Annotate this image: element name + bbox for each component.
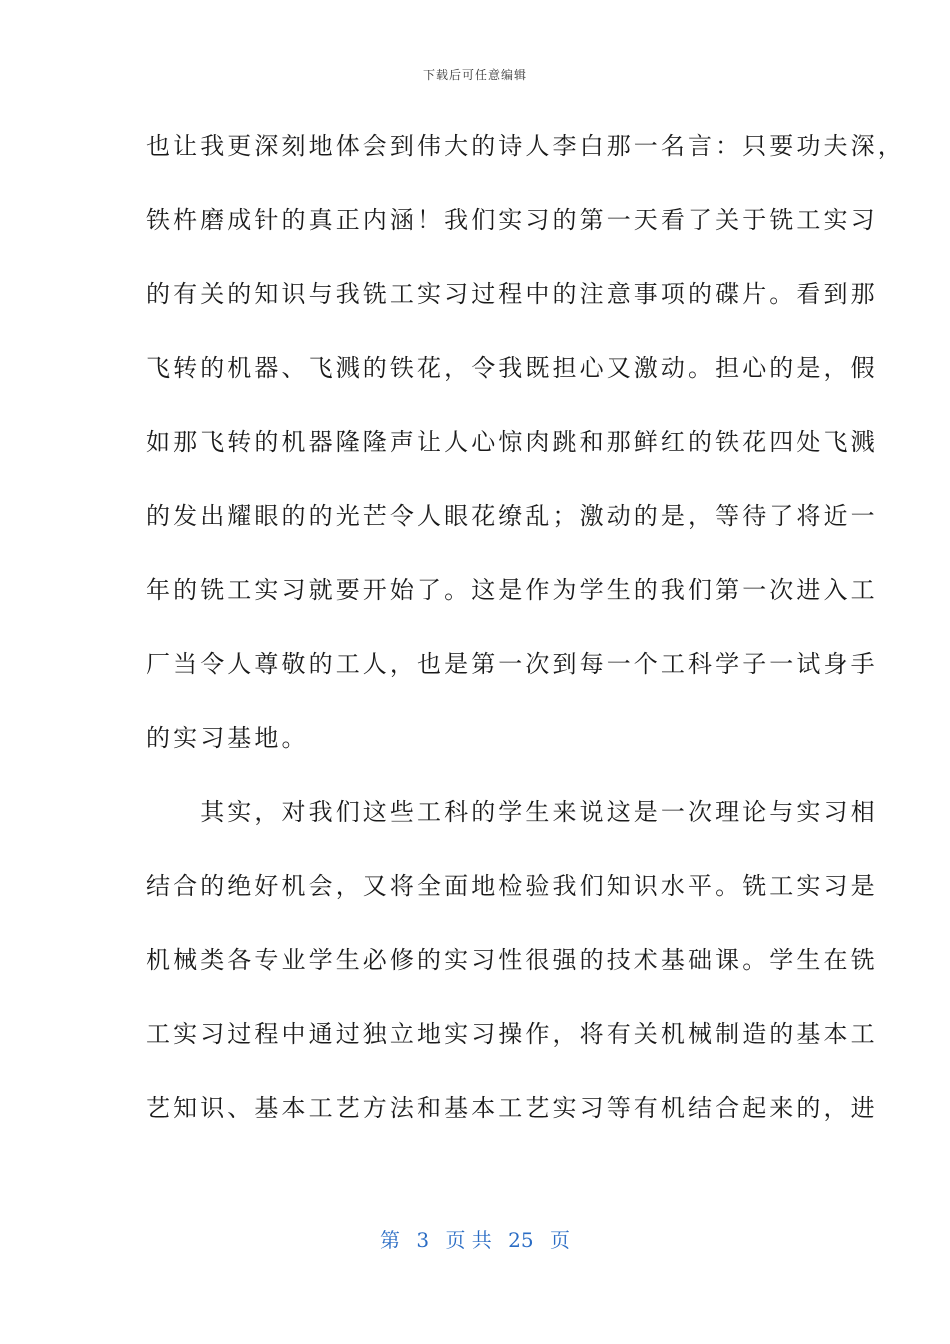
text-line: 年的铣工实习就要开始了。这是作为学生的我们第一次进入工 bbox=[146, 576, 878, 604]
text-line: 其实，对我们这些工科的学生来说这是一次理论与实习相 bbox=[146, 798, 878, 826]
footer-page-number: 3 bbox=[416, 1228, 430, 1252]
text-line: 艺知识、基本工艺方法和基本工艺实习等有机结合起来的，进 bbox=[146, 1094, 878, 1122]
footer-middle: 页 共 bbox=[445, 1228, 492, 1252]
text-line: 工实习过程中通过独立地实习操作，将有关机械制造的基本工 bbox=[146, 1020, 878, 1048]
document-body bbox=[146, 122, 905, 1158]
text-line: 的发出耀眼的的光芒令人眼花缭乱；激动的是，等待了将近一 bbox=[146, 502, 878, 530]
footer-prefix: 第 bbox=[380, 1228, 400, 1252]
text-line: 结合的绝好机会，又将全面地检验我们知识水平。铣工实习是 bbox=[146, 872, 878, 900]
text-line: 铁杵磨成针的真正内涵！我们实习的第一天看了关于铣工实习 bbox=[146, 206, 878, 234]
text-line: 飞转的机器、飞溅的铁花，令我既担心又激动。担心的是，假 bbox=[146, 354, 878, 382]
footer-total-pages: 25 bbox=[508, 1228, 534, 1252]
text-line: 的有关的知识与我铣工实习过程中的注意事项的碟片。看到那 bbox=[146, 280, 878, 308]
text-line: 如那飞转的机器隆隆声让人心惊肉跳和那鲜红的铁花四处飞溅 bbox=[146, 428, 878, 456]
text-line: 厂当令人尊敬的工人，也是第一次到每一个工科学子一试身手 bbox=[146, 650, 878, 678]
footer-suffix: 页 bbox=[549, 1228, 570, 1252]
text-line: 也让我更深刻地体会到伟大的诗人李白那一名言：只要功夫深， bbox=[146, 132, 905, 160]
text-line: 机械类各专业学生必修的实习性很强的技术基础课。学生在铣 bbox=[146, 946, 878, 974]
text-line: 的实习基地。 bbox=[146, 724, 309, 752]
page-footer bbox=[0, 1224, 950, 1253]
page-header-note: 下载后可任意编辑 bbox=[422, 68, 527, 82]
